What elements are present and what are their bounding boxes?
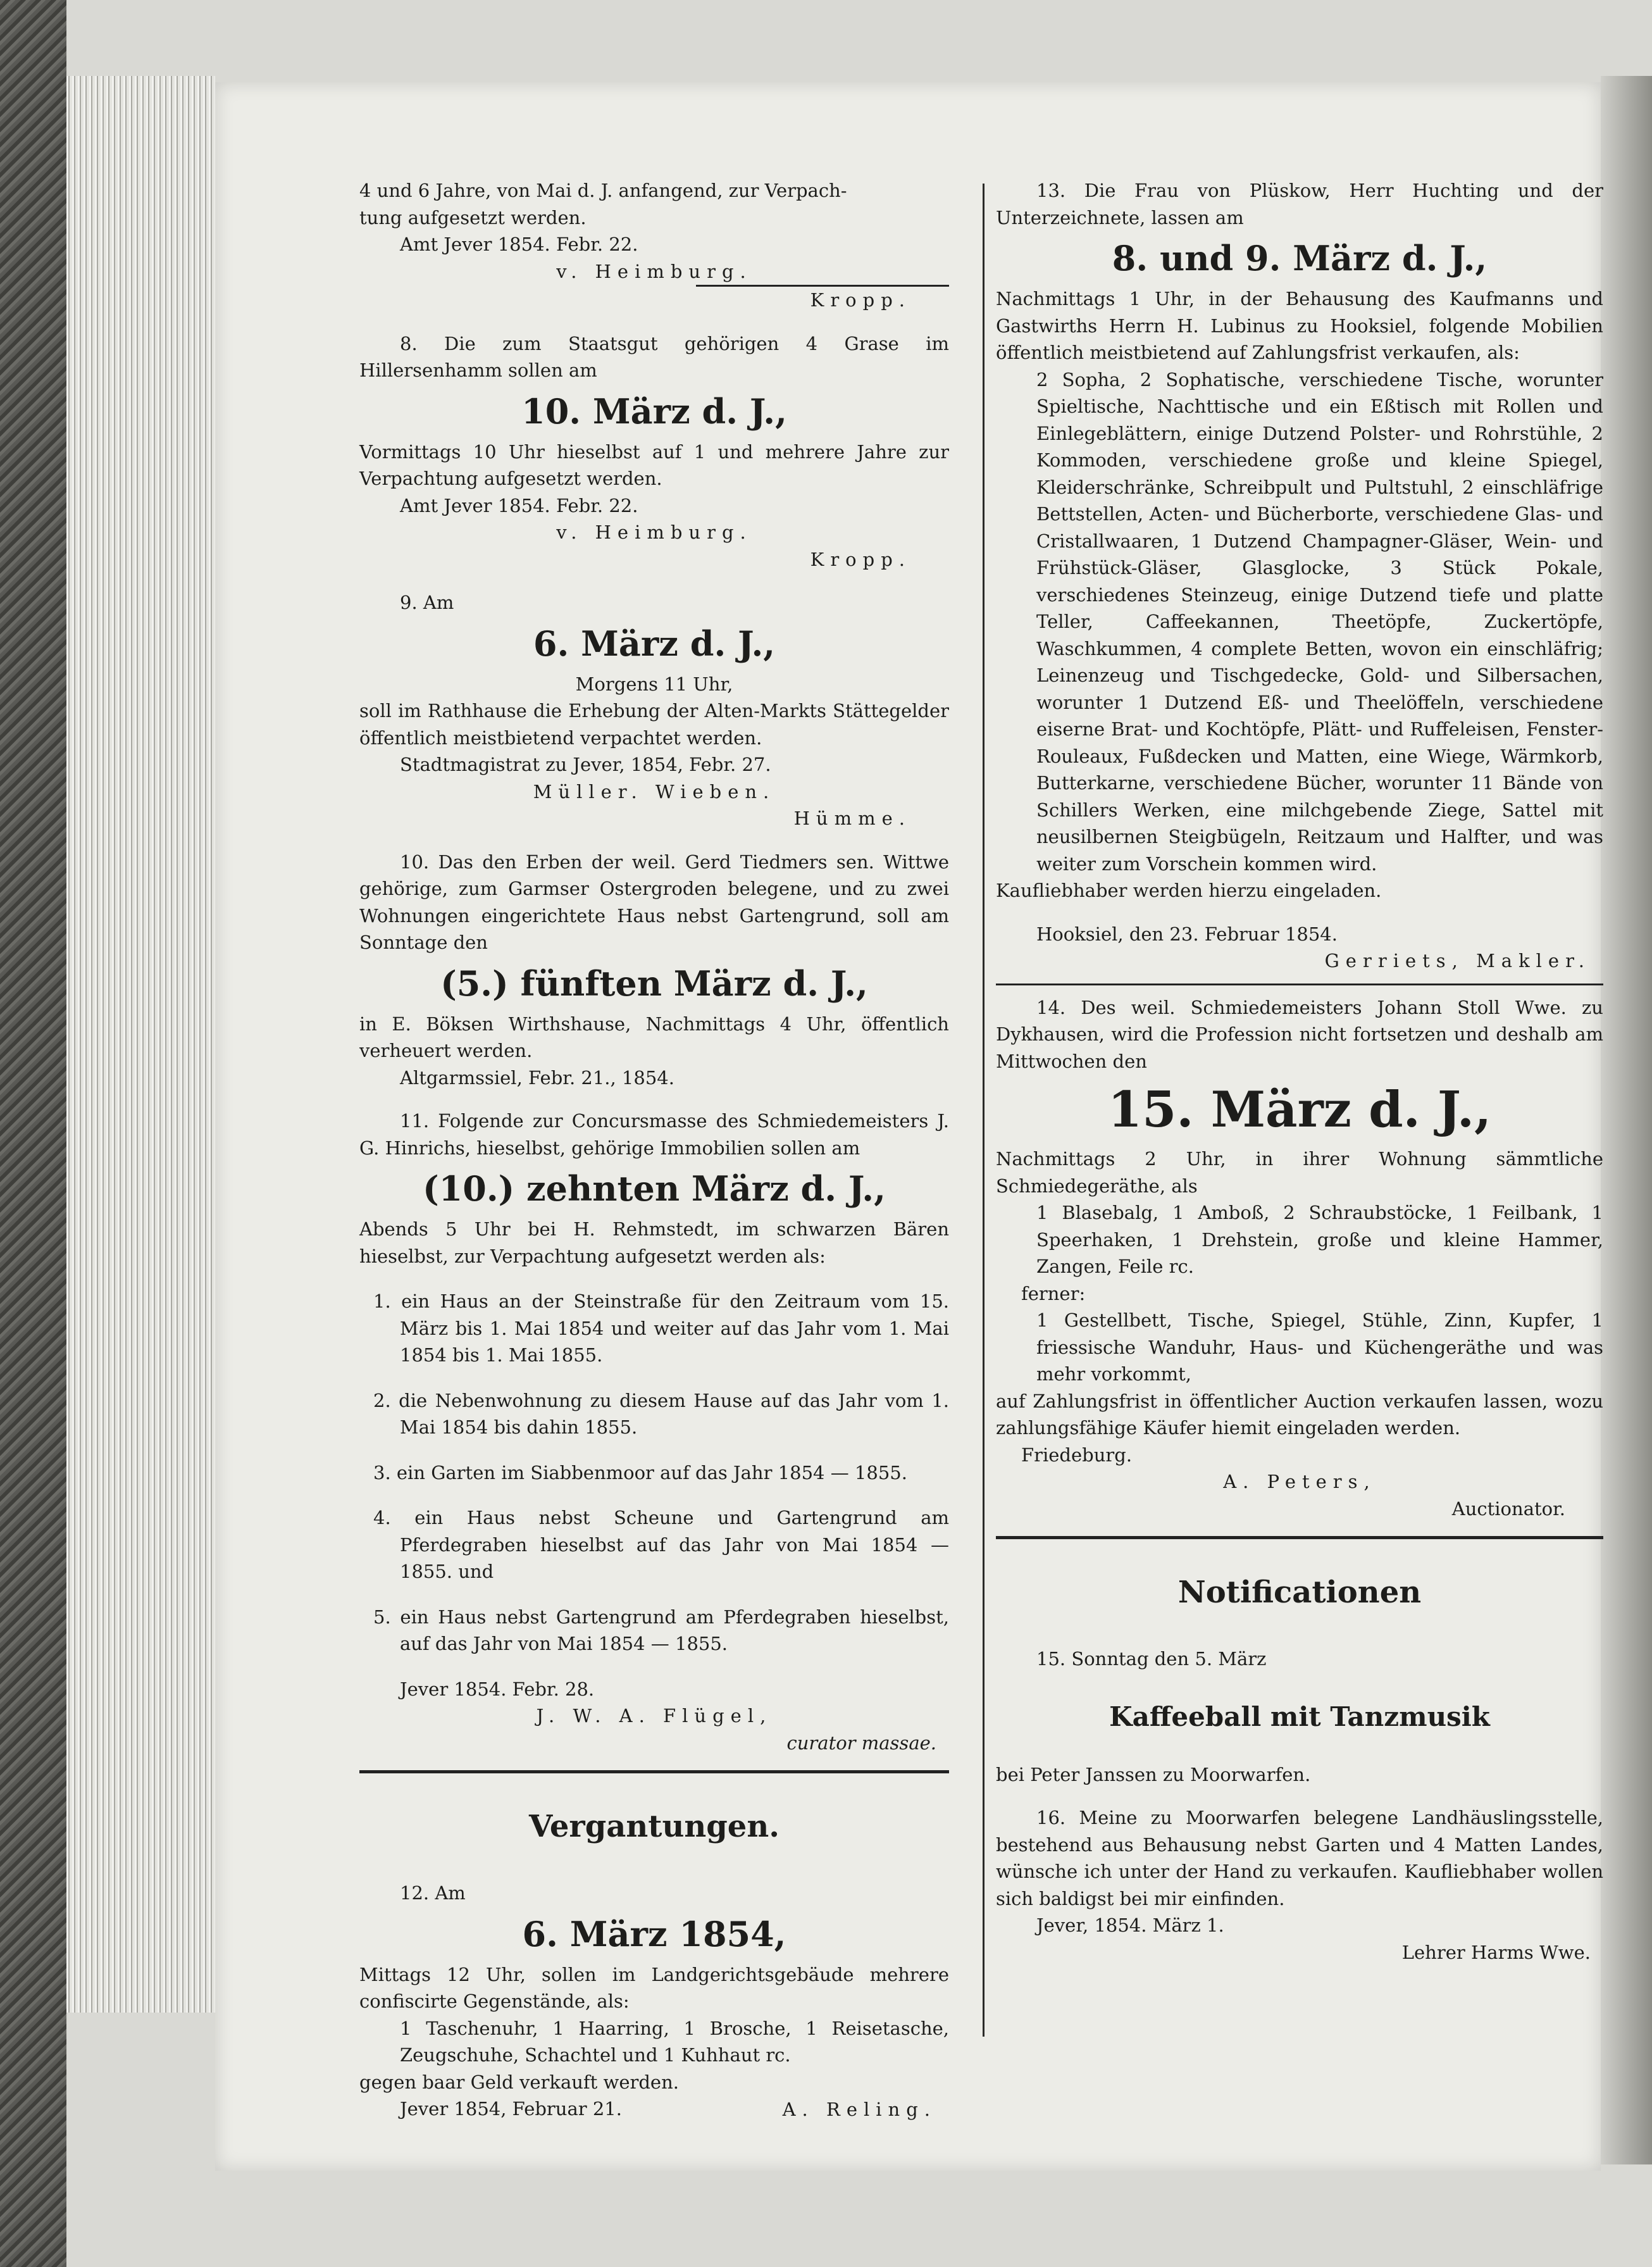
notice-14-place: Friedeburg.	[1021, 1444, 1133, 1466]
signature: A. Peters,	[1223, 1471, 1376, 1492]
right-column	[996, 177, 1603, 1966]
book-binding	[0, 0, 66, 2267]
notice-14-after: Nachmittags 2 Uhr, in ihrer Wohnung sämmtliche Schmiedegeräthe, als	[996, 1148, 1603, 1197]
signature: Lehrer Harms Wwe.	[1401, 1941, 1591, 1963]
notice-12-items: 1 Taschenuhr, 1 Haarring, 1 Brosche, 1 Reisetasche, Zeugschuhe, Schachtel und 1 Kuhhaut rc.	[400, 2017, 949, 2066]
notice-12-place: Jever 1854, Februar 21.	[400, 2098, 622, 2120]
notice-rule	[996, 984, 1603, 985]
signature: A. Reling.	[782, 2098, 936, 2120]
section-heading: Vergantungen.	[529, 1809, 779, 1844]
list-item: 1. ein Haus an der Steinstraße für den Zeitraum vom 15. März bis 1. Mai 1854 und weiter auf das Jahr vom 1. Mai 1854 bis 1. Mai 1855.	[373, 1290, 949, 1366]
notice-8-after: Vormittags 10 Uhr hieselbst auf 1 und mehrere Jahre zur Verpachtung aufgesetzt werden.	[359, 440, 949, 489]
signature: Müller. Wieben.	[533, 780, 776, 803]
signature: Gerriets, Makler.	[1324, 950, 1591, 971]
notice-8-date: 10. März d. J.,	[521, 390, 787, 432]
notice-15-title: Kaffeeball mit Tanzmusik	[1109, 1701, 1490, 1732]
signature: Kropp.	[810, 548, 911, 570]
notice-13-items: 2 Sopha, 2 Sophatische, verschiedene Tische, worunter Spieltische, Nachttische und ein Eßtisch mit Rollen und Einlegeblättern, einige Dutzend Polster- und Rohrstühle, 2 Kommoden, verschiedene große und kleine Spiegel, Kleiderschränke, Schreibpult und Pultstuhl, 2 einschläfrige Bettstellen, Acten- und Bücherborte, verschiedene Glas- und Cristallwaaren, 1 Dutzend Champagner-Gläser, Wein- und Frühstück-Gläser, Glasglocke, 3 Stück Pokale, verschiedenes Steinzeug, einige Dutzend tiefe und platte Teller, Caffeekannen, Theetöpfe, Zuckertöpfe, Waschkummen, 4 complete Betten, wovon ein einschläfrig; Leinenzeug und Tischgedecke, Gold- und Silbersachen, worunter 1 Dutzend Eß- und Theelöffeln, verschiedene eiserne Brat- und Kochtöpfe, Plätt- und Ruffeleisen, Fenster-Rouleaux, Fußdecken und Matten, eine Wiege, Wärmkorb, Butterkarne, verschiedene Bücher, worunter 11 Bände von Schillers Werken, eine milchgebende Ziege, Sattel mit neusilbernen Steigbügeln, Reitzaum und Halfter, und was weiter zum Vorschein kommen wird.	[1036, 368, 1603, 875]
notice-12-date: 6. März 1854,	[522, 1913, 786, 1954]
notice-10-date: (5.) fünften März d. J.,	[440, 963, 868, 1004]
notice-16-place: Jever, 1854. März 1.	[1036, 1914, 1224, 1936]
section-rule	[996, 1536, 1603, 1539]
notice-13-place: Hooksiel, den 23. Februar 1854.	[1036, 923, 1338, 945]
notice-14-after2: auf Zahlungsfrist in öffentlicher Auction verkaufen lassen, wozu zahlungsfähige Käufer hiemit eingeladen werden.	[996, 1390, 1603, 1439]
signature: Kropp.	[810, 289, 911, 311]
notice-13-date: 8. und 9. März d. J.,	[1112, 238, 1487, 278]
notice-11-text: 11. Folgende zur Concursmasse des Schmiedemeisters J. G. Hinrichs, hieselbst, gehörige Immobilien sollen am	[359, 1110, 949, 1159]
notice-11-place: Jever 1854. Febr. 28.	[400, 1678, 595, 1700]
notice-10-after: in E. Böksen Wirthshause, Nachmittags 4 Uhr, öffentlich verheuert werden.	[359, 1013, 949, 1061]
notice-9-am: 9. Am	[400, 592, 454, 613]
notice-12-after: Mittags 12 Uhr, sollen im Landgerichtsgebäude mehrere confiscirte Gegenstände, als:	[359, 1963, 949, 2012]
notice-10-text: 10. Das den Erben der weil. Gerd Tiedmers sen. Wittwe gehörige, zum Garmser Ostergroden belegene, und zu zwei Wohnungen eingerichtete Haus nebst Gartengrund, soll am Sonntage den	[359, 851, 949, 953]
line: tung aufgesetzt werden.	[359, 206, 587, 228]
signature: v. Heimburg.	[556, 260, 752, 282]
left-column	[359, 177, 949, 2123]
list-item: 2. die Nebenwohnung zu diesem Hause auf das Jahr vom 1. Mai 1854 bis dahin 1855.	[373, 1389, 949, 1438]
page-edges	[66, 76, 215, 2013]
signature-title: curator massae.	[786, 1732, 936, 1754]
list-item: 5. ein Haus nebst Gartengrund am Pferdegraben hieselbst, auf das Jahr von Mai 1854 — 1855.	[373, 1606, 949, 1654]
notice-13-text: 13. Die Frau von Plüskow, Herr Huchting und der Unterzeichnete, lassen am	[996, 180, 1603, 228]
notice-15-by: bei Peter Janssen zu Moorwarfen.	[996, 1763, 1311, 1785]
notice-15-text: 15. Sonntag den 5. März	[1036, 1648, 1267, 1670]
line: 4 und 6 Jahre, von Mai d. J. anfangend, zur Verpach-	[359, 180, 847, 201]
notice-13-close: Kaufliebhaber werden hierzu eingeladen.	[996, 880, 1382, 901]
signature: v. Heimburg.	[556, 521, 752, 543]
list-item: 3. ein Garten im Siabbenmoor auf das Jahr 1854 — 1855.	[373, 1461, 907, 1483]
list-item: 4. ein Haus nebst Scheune und Gartengrund am Pferdegraben hieselbst auf das Jahr von Mai 1854 — 1855. und	[373, 1507, 949, 1582]
notice-14-items: 1 Blasebalg, 1 Amboß, 2 Schraubstöcke, 1 Feilbank, 1 Speerhaken, 1 Drehstein, große und kleine Hammer, Zangen, Feile rc.	[1036, 1202, 1603, 1277]
notice-16-text: 16. Meine zu Moorwarfen belegene Landhäuslingsstelle, bestehend aus Behausung nebst Garten und 4 Matten Landes, wünsche ich unter der Hand zu verkaufen. Kaufliebhaber wollen sich baldigst bei mir einfinden.	[996, 1807, 1603, 1909]
signature: Hümme.	[793, 808, 911, 829]
notice-14-ferner: ferner:	[1021, 1282, 1086, 1304]
notice-11-date: (10.) zehnten März d. J.,	[423, 1168, 886, 1209]
signature-title: Auctionator.	[1451, 1497, 1565, 1520]
notice-10-place: Altgarmssiel, Febr. 21., 1854.	[400, 1066, 674, 1089]
notice-12-am: 12. Am	[400, 1882, 466, 1904]
notice-14-date: 15. März d. J.,	[1107, 1081, 1492, 1139]
notice-11-after: Abends 5 Uhr bei H. Rehmstedt, im schwarzen Bären hieselbst, zur Verpachtung aufgesetzt werden als:	[359, 1218, 949, 1267]
notice-8-place: Amt Jever 1854. Febr. 22.	[400, 494, 638, 516]
section-heading: Notificationen	[1177, 1575, 1422, 1610]
notice-9-date: 6. März d. J.,	[533, 623, 776, 664]
notice-14-text: 14. Des weil. Schmiedemeisters Johann Stoll Wwe. zu Dykhausen, wird die Profession nicht fortsetzen und deshalb am Mittwochen den	[996, 996, 1603, 1072]
notice-13-after: Nachmittags 1 Uhr, in der Behausung des Kaufmanns und Gastwirths Herrn H. Lubinus zu Hooksiel, folgende Mobilien öffentlich meistbietend auf Zahlungsfrist verkaufen, als:	[996, 288, 1603, 363]
notice-14-items2: 1 Gestellbett, Tische, Spiegel, Stühle, Zinn, Kupfer, 1 friessische Wanduhr, Haus- und Küchengeräthe und was mehr vorkommt,	[1036, 1309, 1603, 1385]
column-divider	[983, 184, 984, 2037]
notice-9-text: soll im Rathhause die Erhebung der Alten-Markts Stättegelder öffentlich meistbietend verpachtet werden.	[359, 700, 949, 749]
section-rule	[359, 1770, 949, 1773]
signature: J. W. A. Flügel,	[536, 1705, 773, 1727]
page-right-edge	[1601, 76, 1652, 2164]
notice-9-time: Morgens 11 Uhr,	[575, 673, 733, 695]
notice-8-text: 8. Die zum Staatsgut gehörigen 4 Grase im Hillersenhamm sollen am	[359, 332, 949, 381]
notice-12-after2: gegen baar Geld verkauft werden.	[359, 2071, 679, 2093]
line: Amt Jever 1854. Febr. 22.	[400, 234, 638, 255]
notice-9-place: Stadtmagistrat zu Jever, 1854, Febr. 27.	[400, 754, 771, 775]
